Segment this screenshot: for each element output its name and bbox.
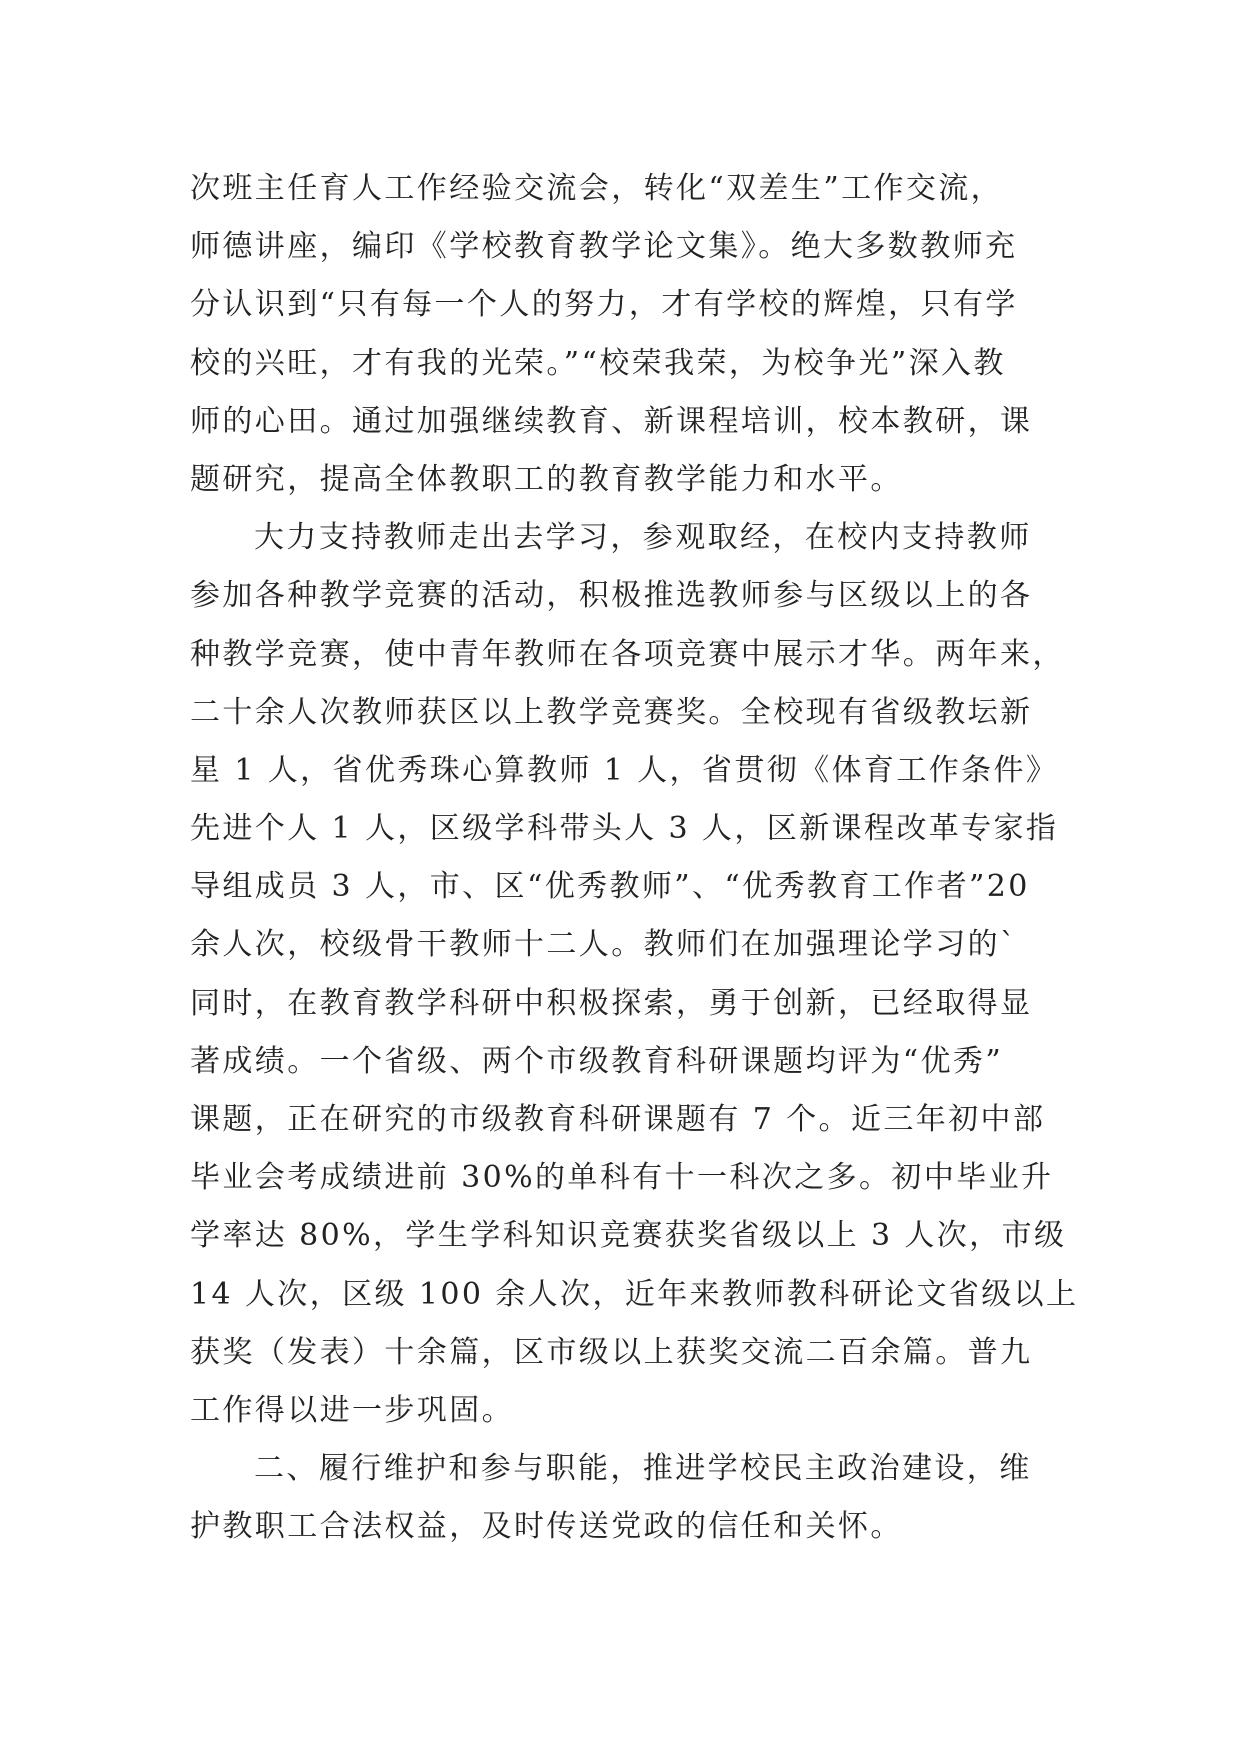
text-line: 师的心田。通过加强继续教育、新课程培训，校本教研，课 <box>190 403 1033 439</box>
document-body <box>190 160 1079 1557</box>
text-line: 工作得以进一步巩固。 <box>190 1392 514 1428</box>
text-line: 著成绩。一个省级、两个市级教育科研课题均评为“优秀” <box>190 1043 1004 1079</box>
text-line: 获奖（发表）十余篇，区市级以上获奖交流二百余篇。普九 <box>190 1334 1033 1370</box>
text-line: 护教职工合法权益，及时传送党政的信任和关怀。 <box>190 1509 903 1545</box>
text-line: 参加各种教学竞赛的活动，积极推选教师参与区级以上的各 <box>190 578 1033 614</box>
text-line: 师德讲座，编印《学校教育教学论文集》。绝大多数教师充 <box>190 229 1018 265</box>
text-line: 校的兴旺，才有我的光荣。”“校荣我荣，为校争光”深入教 <box>190 345 1006 381</box>
text-line: 课题，正在研究的市级教育科研课题有 7 个。近三年初中部 <box>190 1102 1046 1137</box>
text-line: 分认识到“只有每一个人的努力，才有学校的辉煌，只有学 <box>190 287 1018 323</box>
text-line: 14 人次，区级 100 余人次，近年来教师教科研论文省级以上 <box>190 1276 1079 1312</box>
text-line: 毕业会考成绩进前 30%的单科有十一科次之多。初中毕业升 <box>190 1160 1054 1196</box>
text-line: 余人次，校级骨干教师十二人。教师们在加强理论学习的` <box>190 927 1018 963</box>
text-line: 同时，在教育教学科研中积极探索，勇于创新，已经取得显 <box>190 985 1033 1021</box>
paragraph-2 <box>190 509 1079 1440</box>
text-line: 星 1 人，省优秀珠心算教师 1 人，省贯彻《体育工作条件》 <box>190 752 1059 788</box>
text-line: 导组成员 3 人，市、区“优秀教师”、“优秀教育工作者”20 <box>190 869 1030 905</box>
text-line: 题研究，提高全体教职工的教育教学能力和水平。 <box>190 461 903 497</box>
paragraph-3 <box>190 1440 1070 1556</box>
text-line: 先进个人 1 人，区级学科带头人 3 人，区新课程改革专家指 <box>190 811 1059 847</box>
text-line: 种教学竞赛，使中青年教师在各项竞赛中展示才华。两年来， <box>190 636 1065 672</box>
text-line: 大力支持教师走出去学习，参观取经，在校内支持教师 <box>254 520 1032 556</box>
text-line: 次班主任育人工作经验交流会，转化“双差生”工作交流， <box>190 171 1004 206</box>
paragraph-1 <box>190 160 1070 509</box>
text-line: 二、履行维护和参与职能，推进学校民主政治建设，维 <box>254 1451 1032 1487</box>
text-line: 二十余人次教师获区以上教学竞赛奖。全校现有省级教坛新 <box>190 694 1033 730</box>
text-line: 学率达 80%，学生学科知识竞赛获奖省级以上 3 人次，市级 <box>190 1218 1067 1254</box>
